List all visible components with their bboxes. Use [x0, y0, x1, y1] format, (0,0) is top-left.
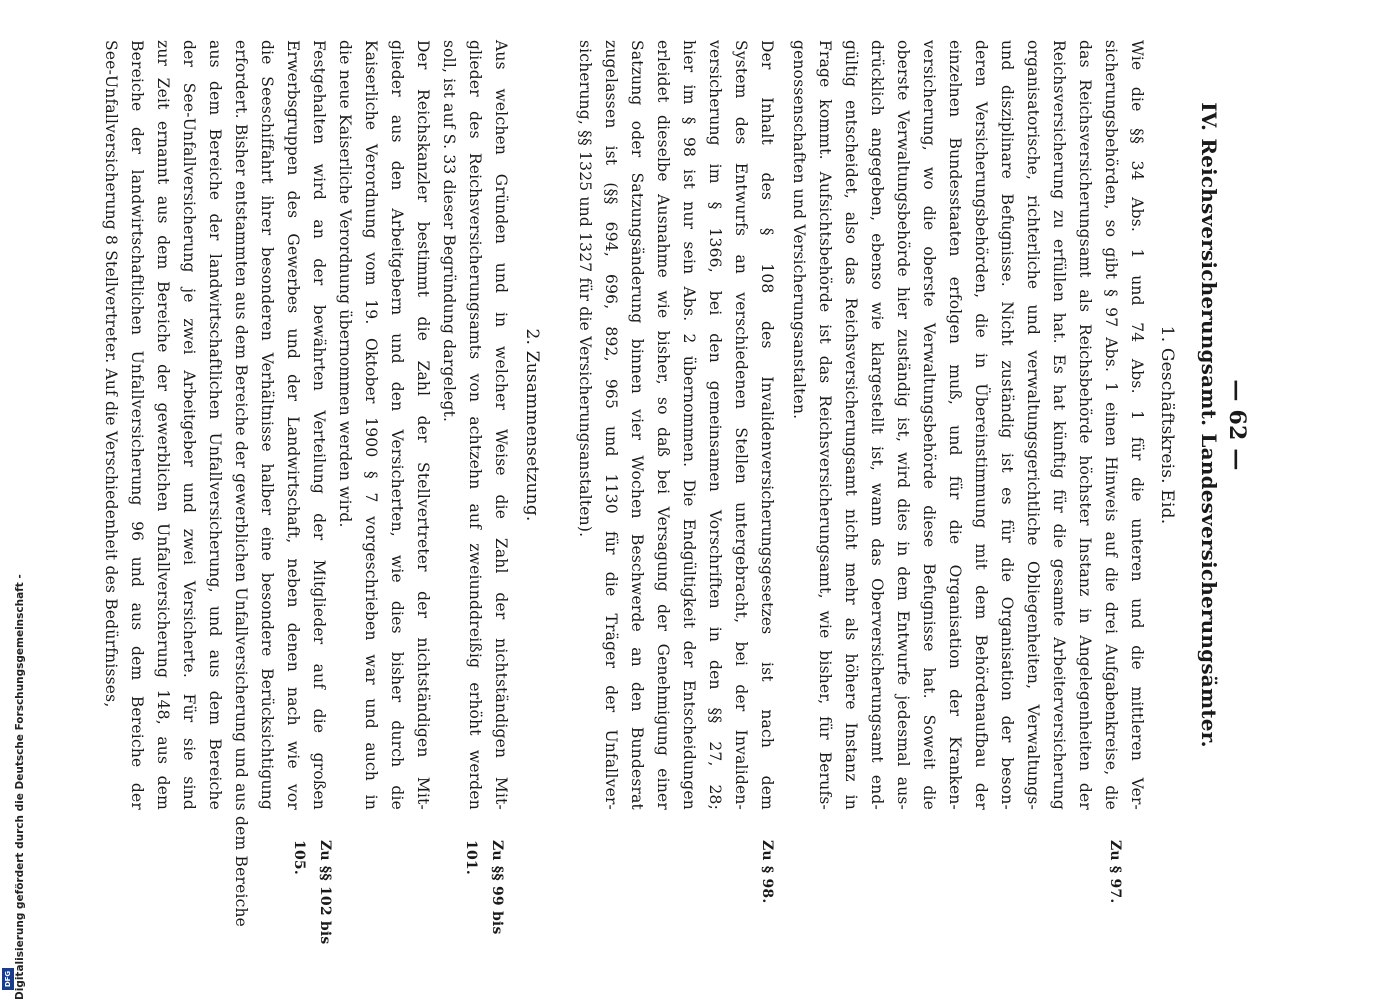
margin-note-97: Zu § 97. — [1107, 840, 1123, 904]
text-line: organisatorische, richterliche und verwaltungsgerichtliche Obliegenheiten, Verwaltungs- — [1024, 40, 1042, 810]
text-line: See-Unfallversicherung 8 Stellvertreter. Auf die Verschiedenheit des Bedürfnisses, — [102, 40, 120, 708]
text-line: zur Zeit ernannt aus dem Bereiche der gewerblichen Unfallversicherung 148, aus dem — [154, 40, 172, 810]
text-line: Erwerbsgruppen des Gewerbes und der Landwirtschaft, neben denen nach wie vor — [284, 40, 302, 810]
text-line: sicherungsbehörden, so gibt § 97 Abs. 1 einen Hinweis auf die drei Aufgabenkreise, die — [1102, 40, 1120, 810]
text-line: deren Versicherungsbehörden, die in Übereinstimmung mit dem Behördenaufbau der — [972, 40, 990, 810]
text-line: hier im § 98 ist nur sein Abs. 2 übernommen. Die Endgültigkeit der Entscheidungen — [680, 40, 698, 810]
text-line: Festgehalten wird an der bewährten Verteilung der Mitglieder auf die großen — [310, 40, 328, 810]
text-line: gültig entscheidet, also das Reichsversicherungsamt nicht mehr als höhere Instanz in — [842, 40, 860, 810]
text-line: Kaiserliche Verordnung vom 19. Oktober 1900 § 7 vorgeschrieben war und auch in — [362, 40, 380, 810]
page-number: — 62 — — [1224, 379, 1250, 471]
text-line: erfordert. Bisher entstammten aus dem Bereiche der gewerblichen Unfallversicherung und aus dem Bereiche — [232, 40, 250, 928]
text-line: zugelassen ist (§§ 694, 696, 892, 965 und 1130 für die Träger der Unfallver- — [602, 40, 620, 810]
text-line: soll, ist auf S. 33 dieser Begründung dargelegt. — [440, 40, 458, 423]
text-line: glieder aus den Arbeitgebern und den Versicherten, wie dies bisher durch die — [388, 40, 406, 810]
text-line: aus dem Bereiche der landwirtschaftlichen Unfallversicherung, und aus dem Bereiche — [206, 40, 224, 810]
text-line: drücklich angegeben, ebenso wie klargestellt ist, wann das Oberversicherungsamt end- — [868, 40, 886, 810]
text-line: Frage kommt. Aufsichtsbehörde ist das Reichsversicherungsamt, wie bisher, für Berufs- — [816, 40, 834, 810]
text-line: Bereiche der landwirtschaftlichen Unfallversicherung 96 und aus dem Bereiche der — [128, 40, 146, 810]
text-line: Der Inhalt des § 108 des Invalidenversicherungsgesetzes ist nach dem — [758, 40, 776, 810]
text-line: einzelnen Bundesstaaten erfolgen muß, und für die Organisation der Kranken- — [946, 40, 964, 810]
text-line: der See-Unfallversicherung je zwei Arbeitgeber und zwei Versicherte. Für sie sind — [180, 40, 198, 810]
text-line: Reichsversicherung zu erfüllen hat. Es hat künftig für die gesamte Arbeiterversicherung — [1050, 40, 1068, 810]
text-line: sicherung, §§ 1325 und 1327 für die Versicherungsanstalten). — [576, 40, 594, 538]
margin-note-99: Zu §§ 99 bis 101. — [463, 840, 505, 935]
text-line: genossenschaften und Versicherungsanstalten. — [790, 40, 808, 420]
text-line: Satzung oder Satzungsänderung binnen vier Wochen Beschwerde an den Bundesrat — [628, 40, 646, 810]
paragraph-section-99b — [332, 40, 436, 810]
dfg-logo — [2, 968, 14, 990]
text-line: Wie die §§ 34 Abs. 1 und 74 Abs. 1 für die unteren und die mittleren Ver- — [1128, 40, 1146, 810]
text-line: die Seeschiffahrt ihrer besonderen Verhältnisse halber eine besondere Berücksichtigung — [258, 40, 276, 810]
margin-note-98: Zu § 98. — [759, 840, 775, 904]
dfg-logo-text: DFG — [4, 970, 12, 988]
text-line: das Reichsversicherungsamt als Reichsbehörde höchster Instanz in Angelegenheiten der — [1076, 40, 1094, 810]
rotated-page-content — [102, 40, 1250, 960]
text-line: und disziplinare Befugnisse. Nicht zuständig ist es für die Organisation der beson- — [998, 40, 1016, 810]
text-line: Der Reichskanzler bestimmt die Zahl der Stellvertreter der nichtständigen Mit- — [414, 40, 432, 810]
paragraph-section-98 — [572, 40, 780, 810]
text-line: oberste Verwaltungsbehörde hier zuständig ist, wird dies in dem Entwurfe jedesmal aus- — [894, 40, 912, 810]
paragraph-section-99 — [436, 40, 514, 810]
text-line: die neue Kaiserliche Verordnung übernommen werden wird. — [336, 40, 354, 528]
text-line: glieder des Reichsversicherungsamts von achtzehn auf zweiunddreißig erhöht werden — [466, 40, 484, 810]
section-heading-2: 2. Zusammensetzung. — [522, 328, 542, 522]
text-line: erleidet dieselbe Ausnahme wie bisher, so daß bei Versagung der Genehmigung einer — [654, 40, 672, 810]
text-line: System des Entwurfs an verschiedenen Stellen untergebracht, bei der Invaliden- — [732, 40, 750, 810]
text-line: versicherung, wo die oberste Verwaltungsbehörde diese Befugnisse hat. Soweit die — [920, 40, 938, 810]
margin-note-102: Zu §§ 102 bis 105. — [291, 840, 333, 945]
paragraph-section-97 — [786, 40, 1150, 810]
section-heading-1: 1. Geschäftskreis. Eid. — [1157, 325, 1177, 525]
digitization-caption: Digitalisierung gefördert durch die Deutsche Forschungsgemeinschaft - — [14, 574, 26, 1000]
chapter-title: IV. Reichsversicherungsamt. Landesversicherungsämter. — [1197, 102, 1221, 748]
text-line: versicherung im § 1366, bei den gemeinsamen Vorschriften in den §§ 27, 28; — [706, 40, 724, 810]
text-line: Aus welchen Gründen und in welcher Weise die Zahl der nichtständigen Mit- — [492, 40, 510, 810]
